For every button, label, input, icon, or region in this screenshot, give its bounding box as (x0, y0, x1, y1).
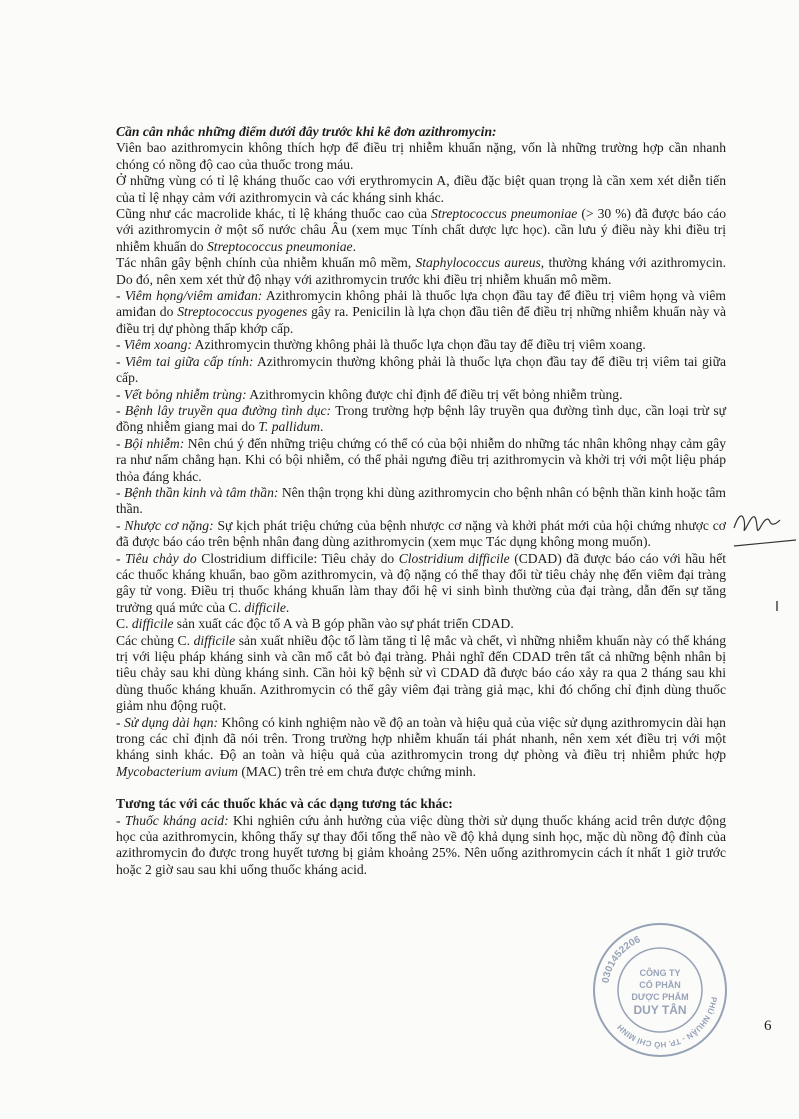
page-number: 6 (764, 1018, 772, 1034)
paragraph-sinusitis: - Viêm xoang: Azithromycin thường không phải là thuốc lựa chọn đầu tay để điều trị viêm xoang. (116, 337, 646, 353)
paragraph-intro-1: Viên bao azithromycin không thích hợp để điều trị nhiễm khuẩn nặng, vốn là những trường hợp cần nhanh chóng có nồng độ cao của thuốc trong máu. (116, 140, 726, 172)
signature-mark (730, 498, 799, 558)
interactions-heading: Tương tác với các thuốc khác và các dạng tương tác khác: (116, 796, 453, 812)
stamp-code-text: 0301452206 (600, 934, 643, 985)
company-seal (590, 920, 730, 1060)
paragraph-antacid: - Thuốc kháng acid: Khi nghiên cứu ảnh hưởng của việc dùng thời sử dụng thuốc kháng acid trên dược động học của azithromycin, không thấy sự thay đổi tổng thể nào về độ khả dụng sinh học, mặc dù nồng độ đỉnh của azithromycin đo được trong huyết tương bị giảm khoảng 25%. Nên uống azithromycin cách ít nhất 1 giờ trước hoặc 2 giờ sau sau khi uống thuốc kháng acid. (116, 812, 726, 877)
paragraph-pharyngitis: - Viêm họng/viêm amiđan: Azithromycin không phải là thuốc lựa chọn đầu tay để điều trị viêm họng và viêm amiđan do Streptococcus pyogenes gây ra. Penicilin là lựa chọn đầu tiên để điều trị những nhiễm khuẩn này và điều trị dự phòng thấp khớp cấp. (116, 288, 727, 336)
paragraph-neuro: - Bệnh thần kinh và tâm thần: Nên thận trọng khi dùng azithromycin cho bệnh nhân có bệnh thần kinh hoặc tâm thần. (116, 484, 726, 517)
document-body (116, 124, 726, 878)
paragraph-otitis: - Viêm tai giữa cấp tính: Azithromycin thường không phải là thuốc lựa chọn đầu tay để điều trị viêm tai giữa cấp. (116, 353, 726, 386)
stamp-line-2: CỔ PHẦN (639, 980, 681, 990)
paragraph-macrolide: Cũng như các macrolide khác, tỉ lệ kháng thuốc cao của Streptococcus pneumoniae (> 30 %) đã được báo cáo với azithromycin ở một số nước châu Âu (xem mục Tính chất dược lực học). cần lưu ý điều này khi điều trị nhiễm khuẩn do Streptococcus pneumoniae. (116, 206, 726, 254)
margin-mark (774, 600, 780, 612)
paragraph-burns: - Vết bỏng nhiễm trùng: Azithromycin không được chỉ định để điều trị vết bỏng nhiễm trùng. (116, 386, 623, 402)
paragraph-cdad: - Tiêu chảy do Clostridium difficile: Tiêu chảy do Clostridium difficile (CDAD) đã được báo cáo với hầu hết các thuốc kháng khuẩn, bao gồm azithromycin, và độ nặng có thể thay đổi từ tiêu chảy nhẹ đến viêm đại tràng gây tử vong. Điều trị thuốc kháng khuẩn làm thay đổi hệ vi sinh bình thường của đại tràng, dẫn đến sự tăng trưởng quá mức của C. difficile. (116, 550, 727, 615)
stamp-ring-text: PHÚ NHUẬN - TP. HỒ CHÍ MINH (615, 996, 719, 1050)
stamp-line-4: DUY TÂN (633, 1003, 687, 1017)
paragraph-myasthenia: - Nhược cơ nặng: Sự kịch phát triệu chứng của bệnh nhược cơ nặng và khởi phát mới của hội chứng nhược cơ đã được báo cáo trên bệnh nhân đang dùng azithromycin (xem mục Tác dụng không mong muốn). (116, 517, 726, 550)
paragraph-std: - Bệnh lây truyền qua đường tình dục: Trong trường hợp bệnh lây truyền qua đường tình dục, cần loại trừ sự đồng nhiễm giang mai do T. pallidum. (116, 402, 726, 435)
section-heading: Cần cân nhắc những điểm dưới đây trước khi kê đơn azithromycin: (116, 124, 497, 139)
paragraph-longterm: - Sử dụng dài hạn: Không có kinh nghiệm nào về độ an toàn và hiệu quả của việc sử dụng azithromycin dài hạn trong các chỉ định đã nói trên. Trong trường hợp nhiễm khuẩn tái phát nhanh, nên xem xét điều trị với một kháng sinh khác. Độ an toàn và hiệu quả của azithromycin trong dự phòng và điều trị nhiễm phức hợp Mycobacterium avium (MAC) trên trẻ em chưa được chứng minh. (116, 714, 726, 779)
paragraph-toxin: C. difficile sản xuất các độc tố A và B góp phần vào sự phát triển CDAD. (116, 616, 514, 632)
paragraph-staph: Tác nhân gây bệnh chính của nhiễm khuẩn mô mềm, Staphylococcus aureus, thường kháng với azithromycin. Do đó, nên xem xét thử độ nhạy với azithromycin trước khi điều trị nhiễm khuẩn mô mềm. (116, 255, 726, 287)
paragraph-strains: Các chủng C. difficile sản xuất nhiều độc tố làm tăng tỉ lệ mắc và chết, vì những nhiễm khuẩn này có thể kháng trị với liệu pháp kháng sinh và cần mổ cắt bỏ đại tràng. Phải nghĩ đến CDAD trên tất cả những bệnh nhân bị tiêu chảy sau khi dùng kháng sinh. Cần hỏi kỹ bệnh sử vì CDAD đã được báo cáo xảy ra qua 2 tháng sau khi dùng thuốc kháng khuẩn. Azithromycin có thể gây viêm đại tràng giả mạc, khi đó chống chỉ định dùng thuốc giảm nhu động ruột. (116, 632, 726, 714)
paragraph-intro-2: Ở những vùng có tỉ lệ kháng thuốc cao với erythromycin A, điều đặc biệt quan trọng là cần xem xét diễn tiến của tỉ lệ nhạy cảm với azithromycin và các kháng sinh khác. (116, 173, 726, 205)
paragraph-superinfection: - Bội nhiễm: Nên chú ý đến những triệu chứng có thể có của bội nhiễm do những tác nhân không nhạy cảm gây ra như nấm chẳng hạn. Khi có bội nhiễm, có thể phải ngưng điều trị azithromycin và khởi trị với một liệu pháp thỏa đáng khác. (116, 435, 726, 484)
stamp-line-3: DƯỢC PHẨM (631, 992, 689, 1002)
stamp-line-1: CÔNG TY (639, 968, 681, 978)
